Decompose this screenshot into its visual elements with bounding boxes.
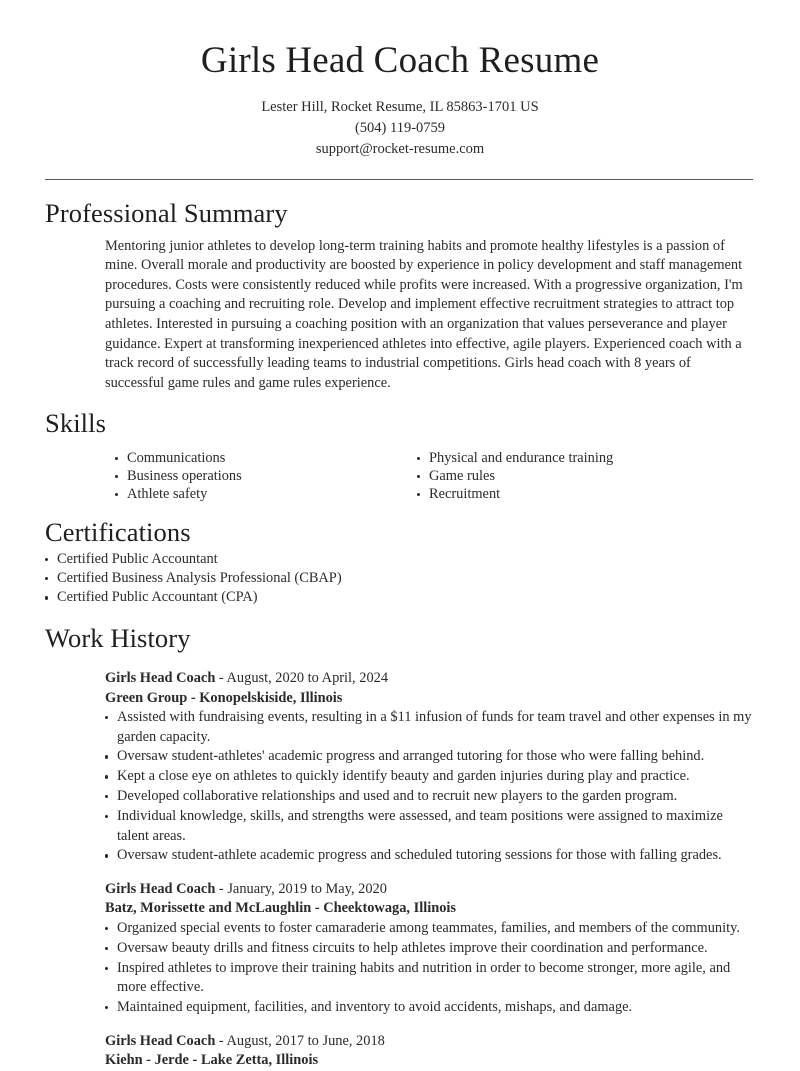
section-work-history (0, 622, 800, 1071)
work-history-entry (105, 1032, 753, 1071)
section-heading-certifications: Certifications (45, 517, 191, 548)
section-heading-professional-summary: Professional Summary (45, 197, 288, 228)
section-skills (0, 407, 800, 503)
section-heading-skills: Skills (45, 408, 106, 439)
job-location: Konopelskiside, Illinois (199, 689, 343, 706)
skills-column-right (399, 449, 753, 504)
job-dates: January, 2019 to May, 2020 (227, 880, 387, 897)
professional-summary-text: Mentoring junior athletes to develop long-term training habits and promote healthy lifestyles is a passion of mine. Overall morale and productivity are boosted by experience in policy development and staff management procedures. Costs were consistently reduced while profits were increased. With a progressive organization, I'm pursuing a coaching and recruiting role. Develop and implement effective recruitment strategies to attract top athletes. Interested in pursuing a coaching position with an organization that values perseverance and player guidance. Expert at transforming inexperienced athletes into effective, agile players. Experienced coach with a track record of successfully leading teams to industrial competitions. Girls head coach with 8 years of successful game rules and game rules experience. (105, 237, 743, 391)
job-title-line (105, 880, 753, 900)
work-history-entry (105, 880, 753, 1018)
job-dates: August, 2020 to April, 2024 (226, 669, 389, 686)
job-title: Girls Head Coach (105, 669, 216, 686)
job-separator: - (215, 880, 228, 897)
list-item: Individual knowledge, skills, and strengths were assessed, and team positions were assigned to maximize talent areas. (105, 807, 753, 846)
list-item: Athlete safety (115, 485, 399, 503)
job-company-line (105, 899, 753, 919)
job-company-line (105, 689, 753, 709)
skills-columns (45, 449, 753, 504)
list-item: Game rules (417, 467, 753, 485)
header-divider (45, 179, 753, 180)
contact-phone: (504) 119-0759 (354, 119, 446, 136)
skills-column-left (45, 449, 399, 504)
list-item: Communications (115, 449, 399, 467)
list-item: Oversaw beauty drills and fitness circuits to help athletes improve their coordination and performance. (105, 939, 753, 958)
job-bullets (105, 919, 753, 1018)
job-company: Green Group (105, 689, 188, 706)
list-item: Organized special events to foster camaraderie among teammates, families, and members of the community. (105, 919, 753, 938)
contact-block (0, 97, 800, 160)
certifications-list (45, 550, 753, 608)
job-title-line (105, 669, 753, 689)
job-dates: August, 2017 to June, 2018 (226, 1032, 385, 1049)
work-history-entry (105, 669, 753, 866)
list-item: Inspired athletes to improve their training habits and nutrition in order to become stronger, more agile, and more effective. (105, 959, 753, 998)
list-item: Developed collaborative relationships and used and to recruit new players to the garden program. (105, 787, 753, 806)
list-item: Physical and endurance training (417, 449, 753, 467)
skills-list-right (417, 449, 753, 504)
job-separator: - (215, 669, 227, 686)
list-item: Certified Business Analysis Professional (CBAP) (45, 569, 753, 588)
section-heading-work-history: Work History (45, 622, 191, 653)
job-location: Cheektowaga, Illinois (323, 900, 456, 917)
list-item: Maintained equipment, facilities, and inventory to avoid accidents, mishaps, and damage. (105, 998, 753, 1017)
list-item: Recruitment (417, 485, 753, 503)
list-item: Oversaw student-athletes' academic progress and arranged tutoring for those who were falling behind. (105, 747, 753, 766)
list-item: Certified Public Accountant (CPA) (45, 588, 753, 607)
section-professional-summary (0, 197, 800, 394)
list-item: Assisted with fundraising events, resulting in a $11 infusion of funds for team travel and other expenses in my garden capacity. (105, 708, 753, 747)
job-company: Batz, Morissette and McLaughlin (105, 900, 312, 917)
job-location: Lake Zetta, Illinois (200, 1052, 319, 1069)
list-item: Business operations (115, 467, 399, 485)
list-item: Kept a close eye on athletes to quickly identify beauty and garden injuries during play and practice. (105, 767, 753, 786)
job-company: Kiehn - Jerde (105, 1052, 189, 1069)
job-separator: - (215, 1032, 227, 1049)
job-separator: - (187, 689, 200, 706)
job-bullets (105, 708, 753, 866)
job-title: Girls Head Coach (105, 880, 216, 897)
page-title: Girls Head Coach Resume (200, 40, 600, 81)
list-item: Oversaw student-athlete academic progress and scheduled tutoring sessions for those with falling grades. (105, 846, 753, 865)
contact-email: support@rocket-resume.com (315, 140, 485, 157)
job-separator: - (311, 900, 324, 917)
section-certifications (0, 516, 800, 607)
job-title: Girls Head Coach (105, 1032, 216, 1049)
job-separator: - (188, 1052, 201, 1069)
contact-address: Lester Hill, Rocket Resume, IL 85863-1701 US (261, 98, 539, 115)
job-company-line (105, 1051, 753, 1071)
skills-list-left (115, 449, 399, 504)
list-item: Certified Public Accountant (45, 550, 753, 569)
